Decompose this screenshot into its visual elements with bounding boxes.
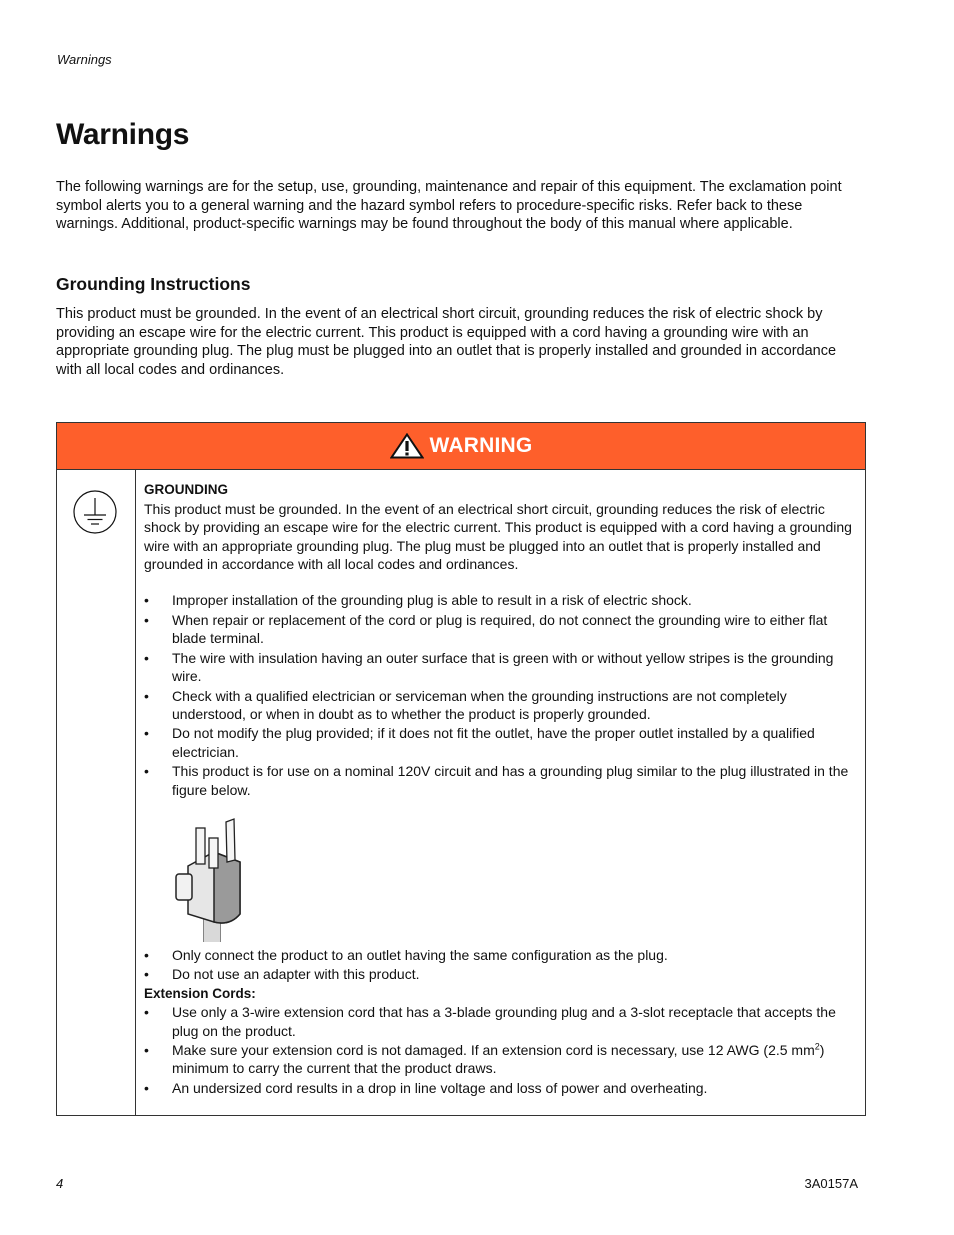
hazard-title: GROUNDING: [144, 482, 228, 497]
page-title: Warnings: [56, 118, 190, 151]
intro-paragraph: The following warnings are for the setup, use, grounding, maintenance and repair of this equipment. The exclamation point symbol alerts you to a general warning and the hazard symbol refers to procedure-specific risks. Refer back to these warnings. Additional, product-specific warnings may be found throughout the body of this manual where applicable.: [56, 179, 842, 232]
grounding-bullet-list: [144, 591, 856, 799]
ext-bullet-text-b: ) minimum to carry the current that the product draws.: [172, 1042, 825, 1077]
grounding-instructions-body: This product must be grounded. In the event of an electrical short circuit, grounding reduces the risk of electric shock by providing an escape wire for the electric current. This product is equipped with a cord having a grounding wire with an appropriate grounding plug. The plug must be plugged into an outlet that is properly installed and grounded in accordance with all local codes and ordinances.: [56, 306, 837, 378]
hazard-symbol-column: [57, 469, 136, 1115]
page-number: 4: [56, 1176, 64, 1191]
list-item: • Do not modify the plug provided; if it does not fit the outlet, have the proper outlet installed by a qualified electrician.: [144, 724, 856, 760]
document-number: 3A0157A: [804, 1176, 858, 1191]
warning-triangle-icon: [390, 433, 424, 459]
ground-symbol-icon: [72, 489, 118, 535]
list-item: • Improper installation of the grounding plug is able to result in a risk of electric shock.: [144, 591, 856, 609]
plug-bullet-list: [144, 946, 856, 984]
grounding-instructions-heading: Grounding Instructions: [56, 274, 251, 294]
warning-title: WARNING: [429, 434, 533, 457]
list-item: • When repair or replacement of the cord or plug is required, do not connect the grounding wire to either flat blade terminal.: [144, 611, 856, 647]
list-item: • Only connect the product to an outlet having the same configuration as the plug.: [144, 946, 856, 964]
warning-header: [57, 423, 865, 470]
list-item: • The wire with insulation having an outer surface that is green with or without yellow stripes is the grounding wire.: [144, 649, 856, 685]
warning-content: [144, 481, 856, 1099]
hazard-text: This product must be grounded. In the event of an electrical short circuit, grounding reduces the risk of electric shock by providing an escape wire for the electric current. This product is equipped with a cord having a grounding wire with an appropriate grounding plug. The plug must be plugged into an outlet that is properly installed and grounded in accordance with all local codes and ordinances.: [144, 501, 852, 572]
extension-cords-bullet-list: [144, 1003, 856, 1097]
list-item: • Do not use an adapter with this product.: [144, 965, 856, 983]
running-header: Warnings: [57, 52, 112, 67]
ext-bullet-text-a: Make sure your extension cord is not damaged. If an extension cord is necessary, use 12 AWG (2.5 mm: [172, 1042, 815, 1059]
grounding-plug-illustration: [174, 818, 254, 942]
superscript-2: 2: [814, 1041, 820, 1052]
list-item: • Use only a 3-wire extension cord that has a 3-blade grounding plug and a 3-slot receptacle that accepts the plug on the product.: [144, 1003, 856, 1039]
warning-box: [56, 422, 866, 1116]
list-item: • Check with a qualified electrician or serviceman when the grounding instructions are not completely understood, or when in doubt as to whether the product is properly grounded.: [144, 687, 856, 723]
list-item: • This product is for use on a nominal 120V circuit and has a grounding plug similar to the plug illustrated in the figure below.: [144, 762, 856, 798]
extension-cords-label: Extension Cords:: [144, 986, 256, 1002]
list-item: • An undersized cord results in a drop in line voltage and loss of power and overheating.: [144, 1079, 856, 1097]
list-item: [144, 1041, 856, 1077]
